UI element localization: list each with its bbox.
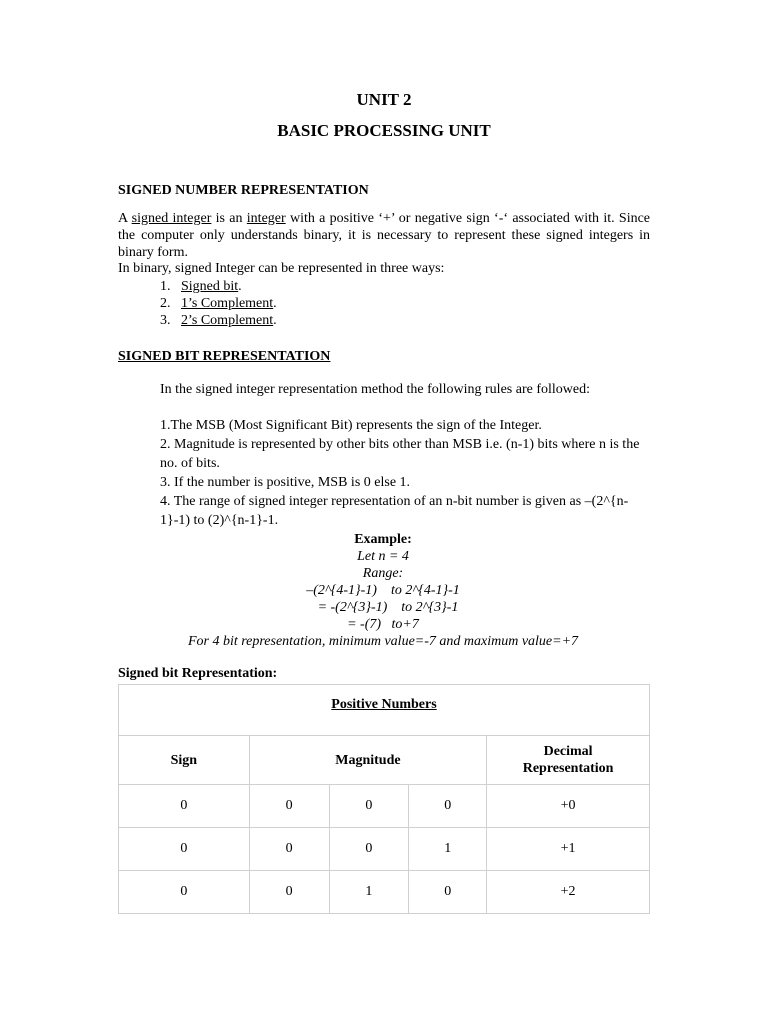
ways-list [160, 278, 277, 329]
section-heading-signed-number: SIGNED NUMBER REPRESENTATION [118, 183, 369, 198]
example-range-line-3: = -(7) to+7 [347, 617, 419, 632]
twos-complement-link[interactable]: 2’s Complement [181, 313, 274, 328]
cell-sign: 0 [119, 785, 250, 828]
page-title: BASIC PROCESSING UNIT [277, 121, 491, 140]
list-item: 1. Signed bit. [160, 279, 242, 294]
list-item: 3. 2’s Complement. [160, 313, 277, 328]
rules-intro: In the signed integer representation method the following rules are followed: [160, 382, 590, 397]
cell-bit: 0 [249, 871, 329, 914]
table-row [119, 828, 650, 871]
unit-heading: UNIT 2 [356, 90, 412, 109]
cell-bit: 0 [249, 828, 329, 871]
cell-bit: 0 [329, 828, 409, 871]
rule-item: 2. Magnitude is represented by other bits other than MSB i.e. (n-1) bits where n is the no. of bits. [160, 437, 640, 471]
list-item: 2. 1’s Complement. [160, 296, 277, 311]
section-heading-signed-bit: SIGNED BIT REPRESENTATION [118, 349, 331, 364]
header-decimal: Decimal Representation [487, 736, 650, 785]
cell-bit: 1 [409, 828, 487, 871]
cell-decimal: +2 [487, 871, 650, 914]
signed-integer-link[interactable]: signed integer [131, 211, 212, 226]
example-summary: For 4 bit representation, minimum value=-7 and maximum value=+7 [187, 634, 579, 649]
cell-decimal: +1 [487, 828, 650, 871]
example-label: Example: [354, 532, 412, 547]
ways-intro: In binary, signed Integer can be represented in three ways: [118, 261, 445, 276]
cell-bit: 0 [409, 871, 487, 914]
ones-complement-link[interactable]: 1’s Complement [181, 296, 274, 311]
cell-sign: 0 [119, 871, 250, 914]
table-caption: Positive Numbers [119, 685, 650, 726]
example-let: Let n = 4 [357, 549, 409, 564]
cell-sign: 0 [119, 828, 250, 871]
cell-bit: 1 [329, 871, 409, 914]
rule-item: 4. The range of signed integer representation of an n-bit number is given as –(2^{n-1}-1) to (2)^{n-1}-1. [160, 494, 629, 528]
integer-link[interactable]: integer [246, 211, 286, 226]
table-row [119, 785, 650, 828]
example-range-line-1: –(2^{4-1}-1) to 2^{4-1}-1 [306, 583, 460, 598]
header-magnitude: Magnitude [249, 736, 486, 785]
rule-item: 1.The MSB (Most Significant Bit) represents the sign of the Integer. [160, 418, 542, 433]
cell-decimal: +0 [487, 785, 650, 828]
table-heading: Signed bit Representation: [118, 666, 278, 681]
cell-bit: 0 [329, 785, 409, 828]
intro-paragraph: A signed integer is an integer with a positive ‘+’ or negative sign ‘-‘ associated with it. Since the computer only understands binary, it is necessary to represent these signed integers in binary form. [118, 211, 651, 260]
example-block [168, 531, 598, 650]
example-range-label: Range: [362, 566, 404, 581]
signed-bit-table [118, 684, 650, 914]
rules-list [160, 416, 652, 530]
signed-bit-link[interactable]: Signed bit [181, 279, 239, 294]
header-sign: Sign [119, 736, 250, 785]
cell-bit: 0 [249, 785, 329, 828]
cell-bit: 0 [409, 785, 487, 828]
table-row [119, 871, 650, 914]
rule-item: 3. If the number is positive, MSB is 0 else 1. [160, 475, 411, 490]
example-range-line-2: = -(2^{3}-1) to 2^{3}-1 [317, 600, 459, 615]
